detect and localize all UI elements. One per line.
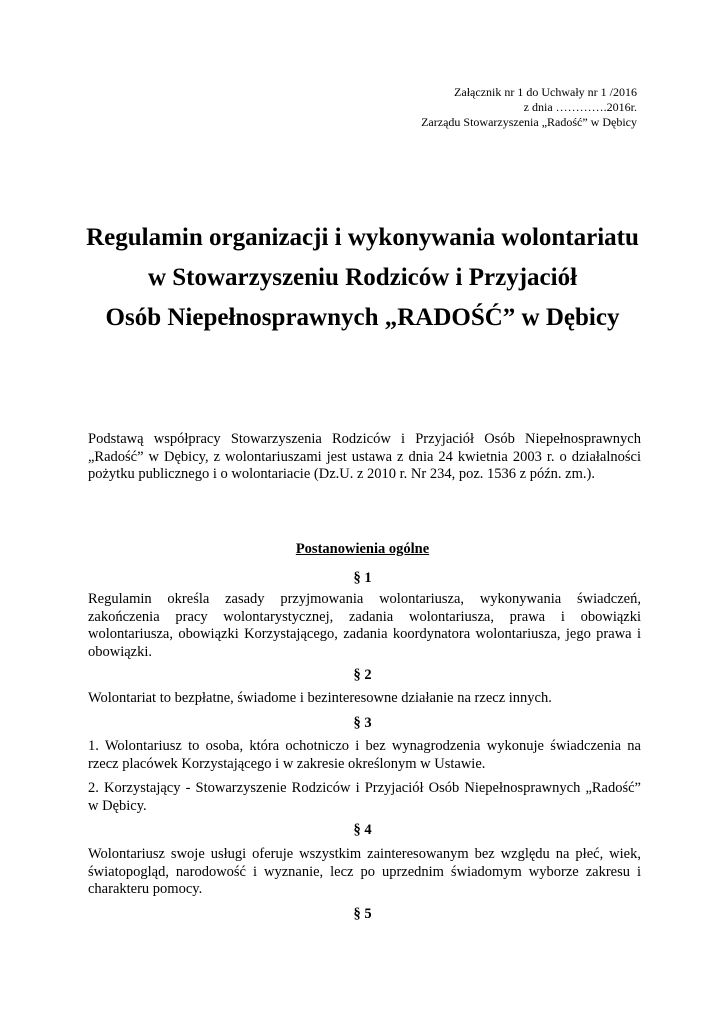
paragraph-mark-5: § 5 — [353, 906, 372, 922]
paragraph-mark-2: § 2 — [353, 667, 372, 683]
intro-paragraph: Podstawą współpracy Stowarzyszenia Rodziców i Przyjaciół Osób Niepełnosprawnych „Radość” w Dębicy, z wolontariuszami jest ustawa z dnia 24 kwietnia 2003 r. o działalności pożytku publicznego i o wolontariacie (Dz.U. z 2010 r. Nr 234, poz. 1536 z późn. zm.). — [88, 431, 641, 482]
title-line-3: Osób Niepełnosprawnych „RADOŚĆ” w Dębicy — [105, 304, 620, 331]
title-line-1: Regulamin organizacji i wykonywania wolontariatu — [86, 224, 639, 251]
section-heading-general: Postanowienia ogólne — [295, 541, 430, 557]
paragraph-3-item-2: 2. Korzystający - Stowarzyszenie Rodziców i Przyjaciół Osób Niepełnosprawnych „Radość” w Dębicy. — [88, 780, 641, 814]
annex-note — [421, 85, 637, 130]
paragraph-mark-3: § 3 — [353, 715, 372, 731]
title-line-2: w Stowarzyszeniu Rodziców i Przyjaciół — [147, 264, 578, 291]
paragraph-2-text: Wolontariat to bezpłatne, świadome i bezinteresowne działanie na rzecz innych. — [88, 690, 552, 706]
document-title — [0, 218, 725, 338]
paragraph-3-item-1: 1. Wolontariusz to osoba, która ochotniczo i bez wynagrodzenia wykonuje świadczenia na rzecz placówek Korzystającego i w zakresie określonym w Ustawie. — [88, 738, 641, 772]
annex-line-date: z dnia ………….2016r. — [523, 100, 637, 114]
paragraph-4-text: Wolontariusz swoje usługi oferuje wszystkim zainteresowanym bez względu na płeć, wiek, światopogląd, narodowość i wyznanie, lecz po uprzednim świadomym wyborze zakresu i charakteru pomocy. — [88, 846, 641, 897]
annex-line-resolution: Załącznik nr 1 do Uchwały nr 1 /2016 — [454, 85, 637, 99]
annex-line-board: Zarządu Stowarzyszenia „Radość” w Dębicy — [421, 115, 637, 129]
paragraph-mark-4: § 4 — [353, 822, 372, 838]
paragraph-mark-1: § 1 — [353, 570, 372, 586]
paragraph-1-text: Regulamin określa zasady przyjmowania wolontariusza, wykonywania świadczeń, zakończenia pracy wolontarystycznej, zadania wolontariusza, prawa i obowiązki wolontariusza, obowiązki Korzystającego, zadania koordynatora wolontariusza, jego prawa i obowiązki. — [88, 591, 641, 660]
